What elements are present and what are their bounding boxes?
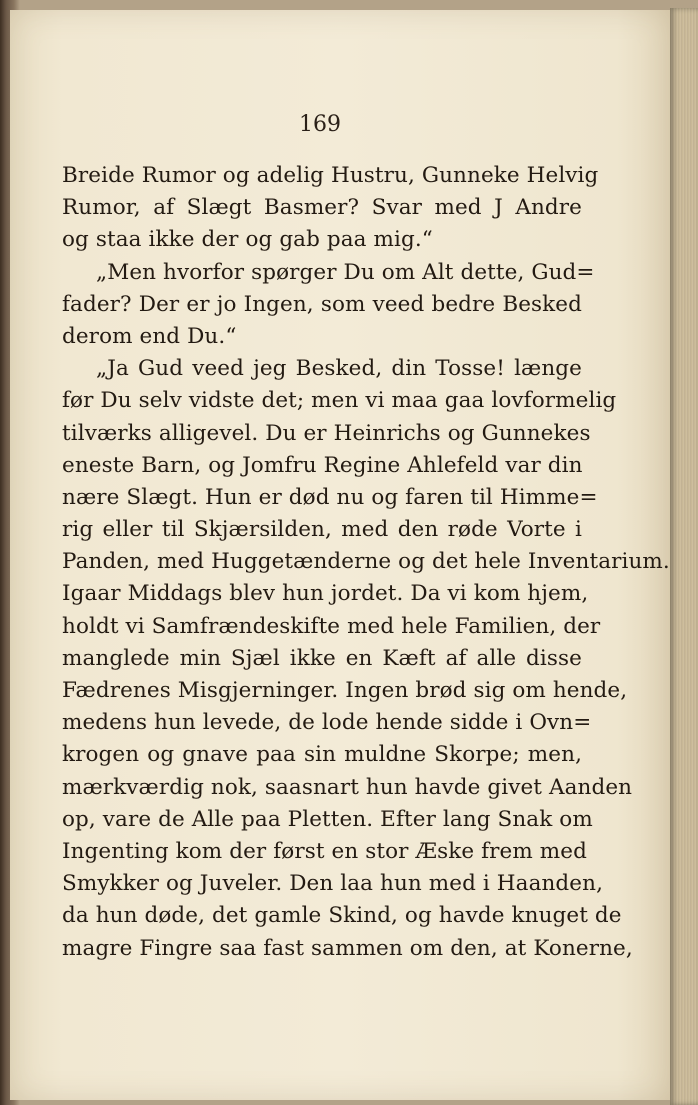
text-line: mærkværdig nok, saasnart hun havde givet Aanden bbox=[62, 774, 633, 800]
text-line: derom end Du.“ bbox=[62, 323, 237, 349]
text-line: „Men hvorfor spørger Du om Alt dette, Gud= bbox=[96, 259, 595, 285]
text-line: rig eller til Skjærsilden, med den røde Vorte i bbox=[62, 517, 582, 543]
text-line: Ingenting kom der først en stor Æske frem med bbox=[62, 838, 587, 864]
text-line: Rumor, af Slægt Basmer? Svar med J Andre bbox=[62, 195, 582, 221]
text-line: og staa ikke der og gab paa mig.“ bbox=[62, 227, 433, 253]
text-line: Igaar Middags blev hun jordet. Da vi kom hjem, bbox=[62, 581, 589, 607]
text-line: Fædrenes Misgjerninger. Ingen brød sig om hende, bbox=[62, 678, 628, 703]
body-text bbox=[62, 160, 670, 965]
text-line: før Du selv vidste det; men vi maa gaa lovformelig bbox=[62, 388, 617, 414]
text-line: tilværks alligevel. Du er Heinrichs og Gunnekes bbox=[62, 420, 591, 446]
text-line: Panden, med Huggetænderne og det hele Inventarium. bbox=[62, 549, 670, 575]
text-line: nære Slægt. Hun er død nu og faren til Himme= bbox=[62, 484, 598, 510]
text-line: Smykker og Juveler. Den laa hun med i Haanden, bbox=[62, 871, 603, 897]
text-line: op, vare de Alle paa Pletten. Efter lang Snak om bbox=[62, 806, 593, 832]
text-line: da hun døde, det gamle Skind, og havde knuget de bbox=[62, 903, 622, 929]
text-line: eneste Barn, og Jomfru Regine Ahlefeld var din bbox=[62, 452, 583, 478]
text-line: manglede min Sjæl ikke en Kæft af alle disse bbox=[62, 645, 582, 671]
text-line: magre Fingre saa fast sammen om den, at Konerne, bbox=[62, 935, 633, 961]
text-line: medens hun levede, de lode hende sidde i Ovn= bbox=[62, 710, 592, 736]
text-line: holdt vi Samfrændeskifte med hele Familien, der bbox=[62, 613, 601, 639]
text-line: „Ja Gud veed jeg Besked, din Tosse! længe bbox=[96, 356, 582, 382]
page-number: 169 bbox=[299, 112, 341, 137]
text-line: fader? Der er jo Ingen, som veed bedre Besked bbox=[62, 291, 582, 317]
page-edges bbox=[670, 8, 698, 1105]
book-page bbox=[10, 10, 670, 1100]
text-line: Breide Rumor og adelig Hustru, Gunneke Helvig bbox=[62, 163, 599, 188]
text-line: krogen og gnave paa sin muldne Skorpe; men, bbox=[62, 742, 582, 768]
